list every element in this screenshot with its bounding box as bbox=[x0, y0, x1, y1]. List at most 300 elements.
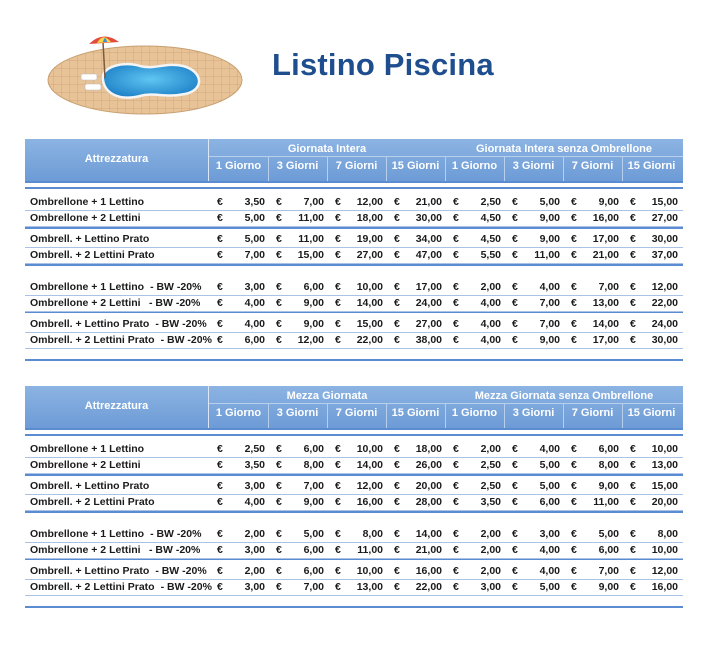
row-label: Ombrell. + 2 Lettini Prato bbox=[30, 334, 155, 346]
day-header: 15 Giorni bbox=[627, 407, 676, 419]
price-value: 11,00 bbox=[593, 496, 619, 508]
currency-symbol: € bbox=[512, 297, 518, 309]
currency-symbol: € bbox=[630, 297, 636, 309]
price-value: 8,00 bbox=[657, 528, 678, 540]
price-value: 2,50 bbox=[244, 443, 265, 455]
price-value: 16,00 bbox=[356, 496, 383, 508]
currency-symbol: € bbox=[217, 297, 223, 309]
currency-symbol: € bbox=[394, 196, 400, 208]
row-label: Ombrell. + Lettino Prato bbox=[30, 318, 150, 330]
day-header: 15 Giorni bbox=[627, 160, 676, 172]
currency-symbol: € bbox=[276, 443, 282, 455]
price-value: 34,00 bbox=[415, 233, 442, 245]
currency-symbol: € bbox=[217, 581, 223, 593]
price-value: 12,00 bbox=[651, 281, 678, 293]
currency-symbol: € bbox=[335, 233, 341, 245]
row-label: Ombrellone + 1 Lettino bbox=[30, 443, 145, 455]
currency-symbol: € bbox=[335, 196, 341, 208]
price-value: 2,50 bbox=[480, 196, 501, 208]
row-label: Ombrellone + 1 Lettino bbox=[30, 281, 145, 293]
price-value: 12,00 bbox=[651, 565, 678, 577]
currency-symbol: € bbox=[630, 480, 636, 492]
currency-symbol: € bbox=[335, 212, 341, 224]
row-label: Ombrell. + Lettino Prato bbox=[30, 480, 150, 492]
price-value: 9,00 bbox=[598, 581, 619, 593]
price-value: 4,00 bbox=[244, 297, 265, 309]
currency-symbol: € bbox=[571, 480, 577, 492]
currency-symbol: € bbox=[394, 297, 400, 309]
currency-symbol: € bbox=[453, 196, 459, 208]
currency-symbol: € bbox=[571, 196, 577, 208]
currency-symbol: € bbox=[453, 544, 459, 556]
price-value: 5,00 bbox=[244, 233, 265, 245]
currency-symbol: € bbox=[335, 281, 341, 293]
price-value: 7,00 bbox=[539, 297, 560, 309]
currency-symbol: € bbox=[571, 581, 577, 593]
day-header: 3 Giorni bbox=[512, 160, 555, 172]
row-label: Ombrellone + 1 Lettino bbox=[30, 528, 145, 540]
price-value: 14,00 bbox=[592, 318, 619, 330]
price-value: 3,00 bbox=[480, 581, 501, 593]
price-value: 4,00 bbox=[244, 496, 265, 508]
price-value: 10,00 bbox=[356, 281, 383, 293]
currency-symbol: € bbox=[571, 443, 577, 455]
price-value: 7,00 bbox=[303, 581, 324, 593]
currency-symbol: € bbox=[394, 528, 400, 540]
price-value: 11,00 bbox=[357, 544, 383, 556]
price-value: 16,00 bbox=[651, 581, 678, 593]
price-value: 3,00 bbox=[244, 480, 265, 492]
currency-symbol: € bbox=[335, 334, 341, 346]
currency-symbol: € bbox=[217, 480, 223, 492]
discount-label: - BW -20% bbox=[160, 581, 212, 593]
day-header: 1 Giorno bbox=[215, 160, 262, 172]
currency-symbol: € bbox=[630, 196, 636, 208]
page-title: Listino Piscina bbox=[272, 47, 494, 82]
currency-symbol: € bbox=[335, 544, 341, 556]
price-value: 4,50 bbox=[480, 212, 501, 224]
currency-symbol: € bbox=[571, 233, 577, 245]
currency-symbol: € bbox=[453, 233, 459, 245]
currency-symbol: € bbox=[453, 496, 459, 508]
price-value: 7,00 bbox=[539, 318, 560, 330]
price-value: 8,00 bbox=[303, 459, 324, 471]
table-row bbox=[25, 478, 683, 494]
row-label: Ombrellone + 2 Lettini bbox=[30, 544, 141, 556]
price-value: 9,00 bbox=[303, 496, 324, 508]
price-value: 2,00 bbox=[480, 528, 501, 540]
row-label: Ombrellone + 2 Lettini bbox=[30, 297, 141, 309]
price-value: 6,00 bbox=[303, 544, 324, 556]
currency-symbol: € bbox=[217, 233, 223, 245]
currency-symbol: € bbox=[453, 249, 459, 261]
currency-symbol: € bbox=[276, 528, 282, 540]
price-value: 2,00 bbox=[244, 528, 265, 540]
currency-symbol: € bbox=[394, 249, 400, 261]
price-value: 14,00 bbox=[356, 459, 383, 471]
row-label: Ombrell. + 2 Lettini Prato bbox=[30, 496, 155, 508]
currency-symbol: € bbox=[217, 544, 223, 556]
price-value: 7,00 bbox=[244, 249, 265, 261]
currency-symbol: € bbox=[217, 459, 223, 471]
currency-symbol: € bbox=[630, 443, 636, 455]
price-value: 6,00 bbox=[539, 496, 560, 508]
price-value: 7,00 bbox=[598, 565, 619, 577]
day-header: 7 Giorni bbox=[335, 407, 378, 419]
price-value: 4,00 bbox=[539, 281, 560, 293]
currency-symbol: € bbox=[571, 249, 577, 261]
price-value: 9,00 bbox=[539, 233, 560, 245]
price-value: 9,00 bbox=[539, 212, 560, 224]
price-value: 22,00 bbox=[356, 334, 383, 346]
currency-symbol: € bbox=[335, 581, 341, 593]
price-value: 2,50 bbox=[480, 480, 501, 492]
table-row bbox=[25, 526, 683, 542]
table-row bbox=[25, 194, 683, 210]
price-value: 11,00 bbox=[298, 233, 324, 245]
currency-symbol: € bbox=[276, 196, 282, 208]
table-header bbox=[25, 386, 683, 428]
price-value: 27,00 bbox=[356, 249, 383, 261]
price-value: 7,00 bbox=[303, 196, 324, 208]
price-value: 3,50 bbox=[244, 459, 265, 471]
price-value: 9,00 bbox=[303, 297, 324, 309]
currency-symbol: € bbox=[453, 318, 459, 330]
discount-label: - BW -20% bbox=[155, 318, 207, 330]
price-value: 16,00 bbox=[592, 212, 619, 224]
price-value: 14,00 bbox=[415, 528, 442, 540]
currency-symbol: € bbox=[453, 581, 459, 593]
price-value: 15,00 bbox=[356, 318, 383, 330]
price-value: 30,00 bbox=[651, 233, 678, 245]
price-value: 7,00 bbox=[303, 480, 324, 492]
price-value: 9,00 bbox=[303, 318, 324, 330]
day-header: 3 Giorni bbox=[276, 160, 319, 172]
price-value: 7,00 bbox=[598, 281, 619, 293]
currency-symbol: € bbox=[335, 480, 341, 492]
price-value: 17,00 bbox=[592, 233, 619, 245]
price-value: 3,00 bbox=[539, 528, 560, 540]
price-value: 14,00 bbox=[356, 297, 383, 309]
table-row bbox=[25, 295, 683, 311]
currency-symbol: € bbox=[335, 249, 341, 261]
price-value: 28,00 bbox=[415, 496, 442, 508]
group-header-2: Giornata Intera senza Ombrellone bbox=[475, 143, 653, 155]
price-value: 22,00 bbox=[415, 581, 442, 593]
price-table-full-day bbox=[25, 139, 683, 364]
currency-symbol: € bbox=[335, 528, 341, 540]
currency-symbol: € bbox=[394, 581, 400, 593]
currency-symbol: € bbox=[335, 318, 341, 330]
price-value: 20,00 bbox=[651, 496, 678, 508]
currency-symbol: € bbox=[394, 496, 400, 508]
price-value: 6,00 bbox=[244, 334, 265, 346]
currency-symbol: € bbox=[276, 318, 282, 330]
currency-symbol: € bbox=[335, 565, 341, 577]
table-row bbox=[25, 316, 683, 332]
price-value: 8,00 bbox=[598, 459, 619, 471]
price-value: 10,00 bbox=[356, 443, 383, 455]
table-header bbox=[25, 139, 683, 181]
row-label: Ombrellone + 1 Lettino bbox=[30, 196, 145, 208]
currency-symbol: € bbox=[453, 334, 459, 346]
currency-symbol: € bbox=[630, 334, 636, 346]
price-value: 13,00 bbox=[592, 297, 619, 309]
currency-symbol: € bbox=[335, 496, 341, 508]
currency-symbol: € bbox=[512, 544, 518, 556]
currency-symbol: € bbox=[276, 544, 282, 556]
day-header: 15 Giorni bbox=[391, 407, 440, 419]
currency-symbol: € bbox=[453, 565, 459, 577]
currency-symbol: € bbox=[276, 480, 282, 492]
price-value: 30,00 bbox=[415, 212, 442, 224]
currency-symbol: € bbox=[276, 581, 282, 593]
price-value: 15,00 bbox=[651, 196, 678, 208]
currency-symbol: € bbox=[630, 581, 636, 593]
currency-symbol: € bbox=[276, 565, 282, 577]
price-value: 4,00 bbox=[539, 544, 560, 556]
currency-symbol: € bbox=[394, 334, 400, 346]
discount-label: - BW -20% bbox=[150, 528, 202, 540]
table-row bbox=[25, 563, 683, 579]
currency-symbol: € bbox=[512, 480, 518, 492]
price-value: 2,50 bbox=[480, 459, 501, 471]
currency-symbol: € bbox=[571, 318, 577, 330]
price-value: 19,00 bbox=[356, 233, 383, 245]
price-value: 4,50 bbox=[480, 233, 501, 245]
price-value: 17,00 bbox=[592, 334, 619, 346]
price-value: 12,00 bbox=[356, 480, 383, 492]
currency-symbol: € bbox=[512, 496, 518, 508]
group-header-1: Giornata Intera bbox=[287, 143, 367, 155]
price-value: 5,00 bbox=[539, 581, 560, 593]
currency-symbol: € bbox=[512, 581, 518, 593]
price-value: 11,00 bbox=[534, 249, 560, 261]
table-row bbox=[25, 231, 683, 247]
price-value: 21,00 bbox=[415, 196, 442, 208]
discount-label: - BW -20% bbox=[149, 297, 201, 309]
price-value: 4,00 bbox=[539, 443, 560, 455]
table-row bbox=[25, 579, 683, 595]
currency-symbol: € bbox=[571, 459, 577, 471]
currency-symbol: € bbox=[453, 528, 459, 540]
day-header: 1 Giorno bbox=[215, 407, 262, 419]
currency-symbol: € bbox=[630, 565, 636, 577]
price-value: 3,50 bbox=[244, 196, 265, 208]
currency-symbol: € bbox=[335, 459, 341, 471]
price-value: 12,00 bbox=[297, 334, 324, 346]
currency-symbol: € bbox=[512, 233, 518, 245]
price-value: 10,00 bbox=[356, 565, 383, 577]
currency-symbol: € bbox=[512, 565, 518, 577]
currency-symbol: € bbox=[394, 281, 400, 293]
currency-symbol: € bbox=[217, 334, 223, 346]
currency-symbol: € bbox=[394, 459, 400, 471]
price-value: 27,00 bbox=[415, 318, 442, 330]
day-header: 7 Giorni bbox=[571, 407, 614, 419]
price-value: 3,00 bbox=[244, 581, 265, 593]
currency-symbol: € bbox=[453, 281, 459, 293]
currency-symbol: € bbox=[394, 480, 400, 492]
currency-symbol: € bbox=[394, 544, 400, 556]
currency-symbol: € bbox=[512, 443, 518, 455]
price-value: 26,00 bbox=[415, 459, 442, 471]
price-value: 12,00 bbox=[356, 196, 383, 208]
price-value: 2,00 bbox=[480, 565, 501, 577]
currency-symbol: € bbox=[630, 528, 636, 540]
table-row bbox=[25, 494, 683, 510]
currency-symbol: € bbox=[394, 212, 400, 224]
price-value: 20,00 bbox=[415, 480, 442, 492]
currency-symbol: € bbox=[512, 334, 518, 346]
currency-symbol: € bbox=[394, 318, 400, 330]
currency-symbol: € bbox=[453, 212, 459, 224]
price-value: 4,00 bbox=[480, 334, 501, 346]
discount-label: - BW -20% bbox=[155, 565, 207, 577]
price-value: 4,00 bbox=[539, 565, 560, 577]
price-value: 2,00 bbox=[480, 443, 501, 455]
price-value: 15,00 bbox=[297, 249, 324, 261]
currency-symbol: € bbox=[512, 459, 518, 471]
currency-symbol: € bbox=[512, 318, 518, 330]
price-value: 2,00 bbox=[480, 544, 501, 556]
table-row bbox=[25, 279, 683, 295]
price-value: 22,00 bbox=[651, 297, 678, 309]
price-value: 5,00 bbox=[539, 196, 560, 208]
price-value: 27,00 bbox=[651, 212, 678, 224]
currency-symbol: € bbox=[217, 249, 223, 261]
group-header-2: Mezza Giornata senza Ombrellone bbox=[474, 390, 654, 402]
currency-symbol: € bbox=[630, 233, 636, 245]
price-table-half-day bbox=[25, 386, 683, 611]
price-value: 3,50 bbox=[480, 496, 501, 508]
day-header: 3 Giorni bbox=[512, 407, 555, 419]
price-value: 5,00 bbox=[539, 480, 560, 492]
table-row bbox=[25, 441, 683, 457]
currency-symbol: € bbox=[571, 334, 577, 346]
price-value: 5,00 bbox=[539, 459, 560, 471]
price-value: 18,00 bbox=[356, 212, 383, 224]
price-value: 30,00 bbox=[651, 334, 678, 346]
day-header: 7 Giorni bbox=[571, 160, 614, 172]
price-value: 47,00 bbox=[415, 249, 442, 261]
currency-symbol: € bbox=[630, 496, 636, 508]
currency-symbol: € bbox=[571, 544, 577, 556]
attr-header: Attrezzatura bbox=[84, 400, 149, 412]
price-value: 4,00 bbox=[244, 318, 265, 330]
currency-symbol: € bbox=[394, 565, 400, 577]
price-value: 9,00 bbox=[598, 480, 619, 492]
currency-symbol: € bbox=[630, 249, 636, 261]
currency-symbol: € bbox=[276, 233, 282, 245]
currency-symbol: € bbox=[571, 297, 577, 309]
price-value: 13,00 bbox=[356, 581, 383, 593]
currency-symbol: € bbox=[630, 318, 636, 330]
price-value: 10,00 bbox=[651, 544, 678, 556]
currency-symbol: € bbox=[276, 249, 282, 261]
currency-symbol: € bbox=[512, 212, 518, 224]
attr-header: Attrezzatura bbox=[84, 153, 149, 165]
currency-symbol: € bbox=[630, 459, 636, 471]
pool-umbrella-icon bbox=[45, 28, 243, 118]
table-row bbox=[25, 332, 683, 348]
currency-symbol: € bbox=[276, 212, 282, 224]
price-value: 5,00 bbox=[598, 528, 619, 540]
currency-symbol: € bbox=[453, 297, 459, 309]
group-header-1: Mezza Giornata bbox=[286, 390, 368, 402]
price-value: 17,00 bbox=[415, 281, 442, 293]
price-value: 3,00 bbox=[244, 281, 265, 293]
price-value: 24,00 bbox=[415, 297, 442, 309]
price-value: 6,00 bbox=[303, 281, 324, 293]
currency-symbol: € bbox=[217, 212, 223, 224]
table-row bbox=[25, 210, 683, 226]
currency-symbol: € bbox=[571, 212, 577, 224]
discount-label: - BW -20% bbox=[160, 334, 212, 346]
discount-label: - BW -20% bbox=[149, 544, 201, 556]
currency-symbol: € bbox=[217, 281, 223, 293]
price-value: 2,00 bbox=[480, 281, 501, 293]
row-label: Ombrellone + 2 Lettini bbox=[30, 212, 141, 224]
price-value: 15,00 bbox=[651, 480, 678, 492]
price-value: 5,00 bbox=[303, 528, 324, 540]
price-value: 11,00 bbox=[298, 212, 324, 224]
price-value: 6,00 bbox=[598, 443, 619, 455]
price-value: 5,00 bbox=[244, 212, 265, 224]
price-value: 6,00 bbox=[303, 443, 324, 455]
day-header: 1 Giorno bbox=[451, 407, 498, 419]
price-value: 37,00 bbox=[651, 249, 678, 261]
price-value: 2,00 bbox=[244, 565, 265, 577]
price-value: 21,00 bbox=[415, 544, 442, 556]
price-value: 9,00 bbox=[598, 196, 619, 208]
currency-symbol: € bbox=[630, 212, 636, 224]
price-value: 38,00 bbox=[415, 334, 442, 346]
price-value: 9,00 bbox=[539, 334, 560, 346]
price-value: 3,00 bbox=[244, 544, 265, 556]
price-value: 4,00 bbox=[480, 318, 501, 330]
currency-symbol: € bbox=[217, 443, 223, 455]
price-value: 5,50 bbox=[480, 249, 501, 261]
currency-symbol: € bbox=[276, 459, 282, 471]
price-value: 4,00 bbox=[480, 297, 501, 309]
table-row bbox=[25, 457, 683, 473]
currency-symbol: € bbox=[394, 233, 400, 245]
table-row bbox=[25, 542, 683, 558]
currency-symbol: € bbox=[630, 281, 636, 293]
currency-symbol: € bbox=[276, 334, 282, 346]
row-label: Ombrell. + Lettino Prato bbox=[30, 565, 150, 577]
price-value: 10,00 bbox=[651, 443, 678, 455]
day-header: 7 Giorni bbox=[335, 160, 378, 172]
price-value: 6,00 bbox=[303, 565, 324, 577]
price-value: 24,00 bbox=[651, 318, 678, 330]
day-header: 3 Giorni bbox=[276, 407, 319, 419]
currency-symbol: € bbox=[571, 565, 577, 577]
currency-symbol: € bbox=[512, 528, 518, 540]
currency-symbol: € bbox=[571, 281, 577, 293]
currency-symbol: € bbox=[630, 544, 636, 556]
price-value: 8,00 bbox=[362, 528, 383, 540]
currency-symbol: € bbox=[217, 528, 223, 540]
currency-symbol: € bbox=[512, 249, 518, 261]
discount-label: - BW -20% bbox=[150, 281, 202, 293]
currency-symbol: € bbox=[571, 496, 577, 508]
currency-symbol: € bbox=[571, 528, 577, 540]
currency-symbol: € bbox=[453, 459, 459, 471]
row-label: Ombrellone + 2 Lettini bbox=[30, 459, 141, 471]
currency-symbol: € bbox=[512, 196, 518, 208]
